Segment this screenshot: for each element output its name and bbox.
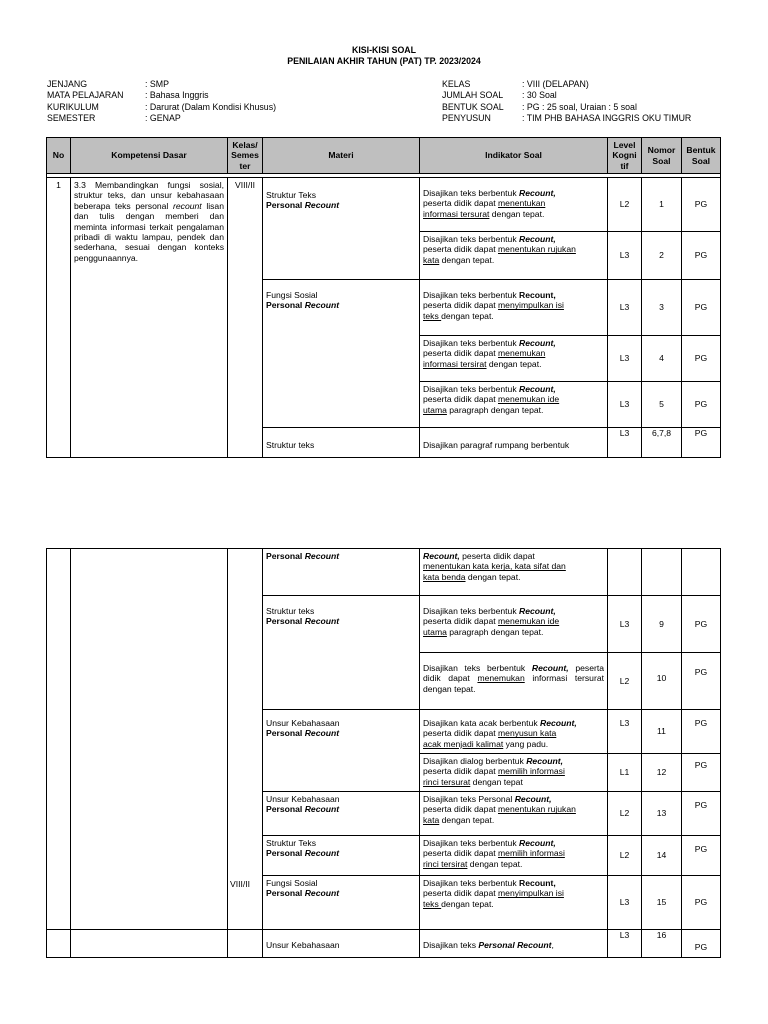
indikator-cell: Disajikan kata acak berbentuk Recount, peserta didik dapat menyusun kata acak menjadi kalimat yang padu. xyxy=(420,710,608,754)
nomor-cell: 6,7,8 xyxy=(642,428,682,458)
header-bentuk: Bentuk Soal xyxy=(682,138,721,174)
indikator-cell: Disajikan teks berbentuk Recount, peserta didik dapat menemukan ide utama paragraph dengan tepat. xyxy=(420,382,608,428)
level-cell: L3 xyxy=(608,428,642,458)
materi-cell: Fungsi Sosial Personal Recount xyxy=(263,280,420,428)
level-cell: L3 xyxy=(608,280,642,336)
table-row xyxy=(47,930,721,958)
info-row-bentuk xyxy=(442,102,691,113)
header-no: No xyxy=(47,138,71,174)
indikator-cell: Recount, peserta didik dapat menentukan kata kerja, kata sifat dan kata benda dengan tepat. xyxy=(420,549,608,596)
info-row-semester xyxy=(47,113,276,124)
info-row-mapel xyxy=(47,90,276,101)
nomor-cell: 2 xyxy=(642,232,682,280)
header-level: Level Kogni tif xyxy=(608,138,642,174)
info-label: PENYUSUN xyxy=(442,113,491,124)
table-header-row xyxy=(47,138,721,174)
nomor-cell: 4 xyxy=(642,336,682,382)
info-label: SEMESTER xyxy=(47,113,96,124)
nomor-cell: 5 xyxy=(642,382,682,428)
header-nomor: Nomor Soal xyxy=(642,138,682,174)
info-label: MATA PELAJARAN xyxy=(47,90,124,101)
kelas-semester xyxy=(228,549,263,930)
info-row-jumlah xyxy=(442,90,691,101)
level-cell: L3 xyxy=(608,382,642,428)
kisi-table-page1 xyxy=(46,137,721,458)
table-row xyxy=(47,549,721,596)
header-kelas: Kelas/ Semes ter xyxy=(228,138,263,174)
materi-cell: Struktur teks xyxy=(263,428,420,458)
level-cell: L2 xyxy=(608,836,642,876)
bentuk-cell: PG xyxy=(682,710,721,754)
info-label: KELAS xyxy=(442,79,471,89)
level-cell xyxy=(608,549,642,596)
level-cell: L3 xyxy=(608,336,642,382)
document-subtitle: PENILAIAN AKHIR TAHUN (PAT) TP. 2023/2024 xyxy=(287,56,481,66)
nomor-cell: 16 xyxy=(642,930,682,958)
bentuk-cell: PG xyxy=(682,930,721,958)
info-value: : VIII (DELAPAN) xyxy=(522,79,589,89)
nomor-cell: 13 xyxy=(642,792,682,836)
table-row xyxy=(47,178,721,232)
bentuk-cell: PG xyxy=(682,336,721,382)
info-row-jenjang xyxy=(47,79,276,90)
indikator-cell: Disajikan teks Personal Recount, peserta didik dapat menentukan rujukan kata dengan tepat. xyxy=(420,792,608,836)
nomor-cell: 3 xyxy=(642,280,682,336)
info-label: JENJANG xyxy=(47,79,88,89)
document-title: KISI-KISI SOAL xyxy=(351,45,417,55)
indikator-cell: Disajikan teks berbentuk Recount, peserta didik dapat menyimpulkan isi teks dengan tepat. xyxy=(420,280,608,336)
indikator-cell: Disajikan teks berbentuk Recount, peserta didik dapat menemukan ide utama paragraph dengan tepat. xyxy=(420,596,608,653)
materi-cell: Personal Recount xyxy=(263,549,420,596)
kompetensi-dasar xyxy=(71,549,228,930)
indikator-cell: Disajikan paragraf rumpang berbentuk xyxy=(420,428,608,458)
indikator-cell: Disajikan teks berbentuk Recount, peserta didik dapat menyimpulkan isi teks dengan tepat. xyxy=(420,876,608,930)
bentuk-cell xyxy=(682,549,721,596)
info-value: : GENAP xyxy=(145,113,181,124)
nomor-cell: 11 xyxy=(642,710,682,754)
bentuk-cell: PG xyxy=(682,653,721,710)
info-label: JUMLAH SOAL xyxy=(442,90,504,101)
info-right xyxy=(442,79,691,125)
bentuk-cell: PG xyxy=(682,836,721,876)
info-value: : Bahasa Inggris xyxy=(145,90,209,101)
level-cell: L3 xyxy=(608,596,642,653)
info-value: : TIM PHB BAHASA INGGRIS OKU TIMUR xyxy=(522,113,692,124)
nomor-cell: 1 xyxy=(642,178,682,232)
level-cell: L1 xyxy=(608,754,642,792)
info-row-kurikulum xyxy=(47,102,276,113)
nomor-cell: 9 xyxy=(642,596,682,653)
nomor-cell: 10 xyxy=(642,653,682,710)
bentuk-cell: PG xyxy=(682,382,721,428)
indikator-cell: Disajikan teks berbentuk Recount, peserta didik dapat menentukan rujukan kata dengan tepat. xyxy=(420,232,608,280)
info-row-kelas xyxy=(442,79,691,90)
nomor-cell: 15 xyxy=(642,876,682,930)
level-cell: L3 xyxy=(608,930,642,958)
bentuk-cell: PG xyxy=(682,596,721,653)
info-left xyxy=(47,79,276,125)
materi-cell: Struktur teks Personal Recount xyxy=(263,596,420,710)
indikator-cell: Disajikan teks berbentuk Recount, peserta didik dapat menentukan informasi tersurat dengan tepat. xyxy=(420,178,608,232)
materi-cell: Unsur Kebahasaan xyxy=(263,930,420,958)
bentuk-cell: PG xyxy=(682,280,721,336)
header-materi: Materi xyxy=(263,138,420,174)
row-no xyxy=(47,930,71,958)
indikator-cell: Disajikan dialog berbentuk Recount, peserta didik dapat memilih informasi rinci tersurat dengan tepat xyxy=(420,754,608,792)
materi-cell: Unsur Kebahasaan Personal Recount xyxy=(263,710,420,792)
nomor-cell xyxy=(642,549,682,596)
level-cell: L3 xyxy=(608,710,642,754)
bentuk-cell: PG xyxy=(682,876,721,930)
header-indikator: Indikator Soal xyxy=(420,138,608,174)
indikator-cell: Disajikan teks Personal Recount, xyxy=(420,930,608,958)
bentuk-cell: PG xyxy=(682,178,721,232)
indikator-cell: Disajikan teks berbentuk Recount, peserta didik dapat memilih informasi rinci tersirat dengan tepat. xyxy=(420,836,608,876)
kompetensi-dasar xyxy=(71,930,228,958)
indikator-cell: Disajikan teks berbentuk Recount, peserta didik dapat menemukan informasi tersurat dengan tepat. xyxy=(420,653,608,710)
kelas-semester xyxy=(228,930,263,958)
bentuk-cell: PG xyxy=(682,428,721,458)
kisi-table-page2 xyxy=(46,548,721,958)
level-cell: L2 xyxy=(608,653,642,710)
info-value: : SMP xyxy=(145,79,169,89)
bentuk-cell: PG xyxy=(682,754,721,792)
header-kompetensi: Kompetensi Dasar xyxy=(71,138,228,174)
bentuk-cell: PG xyxy=(682,232,721,280)
kompetensi-dasar: 3.3 Membandingkan fungsi sosial, struktur teks, dan unsur kebahasaan beberapa teks personal recount lisan dan tulis dengan memberi dan meminta informasi terkait pengalaman pribadi di waktu lampau, pendek dan sederhana, sesuai dengan konteks penggunaannya. xyxy=(71,178,228,458)
materi-cell: Fungsi Sosial Personal Recount xyxy=(263,876,420,930)
info-value: : 30 Soal xyxy=(522,90,557,101)
info-value: : Darurat (Dalam Kondisi Khusus) xyxy=(145,101,277,112)
level-cell: L2 xyxy=(608,178,642,232)
kelas-semester: VIII/II xyxy=(228,178,263,458)
kelas-semester-label: VIII/II xyxy=(230,879,251,889)
materi-cell: Struktur Teks Personal Recount xyxy=(263,178,420,280)
level-cell: L3 xyxy=(608,876,642,930)
level-cell: L3 xyxy=(608,232,642,280)
row-no: 1 xyxy=(47,178,71,458)
info-value: : PG : 25 soal, Uraian : 5 soal xyxy=(522,101,637,112)
row-no xyxy=(47,549,71,930)
indikator-cell: Disajikan teks berbentuk Recount, peserta didik dapat menemukan informasi tersirat dengan tepat. xyxy=(420,336,608,382)
materi-cell: Unsur Kebahasaan Personal Recount xyxy=(263,792,420,836)
nomor-cell: 14 xyxy=(642,836,682,876)
info-row-penyusun xyxy=(442,113,691,124)
bentuk-cell: PG xyxy=(682,792,721,836)
level-cell: L2 xyxy=(608,792,642,836)
info-label: KURIKULUM xyxy=(47,101,99,112)
nomor-cell: 12 xyxy=(642,754,682,792)
info-label: BENTUK SOAL xyxy=(442,101,504,112)
materi-cell: Struktur Teks Personal Recount xyxy=(263,836,420,876)
